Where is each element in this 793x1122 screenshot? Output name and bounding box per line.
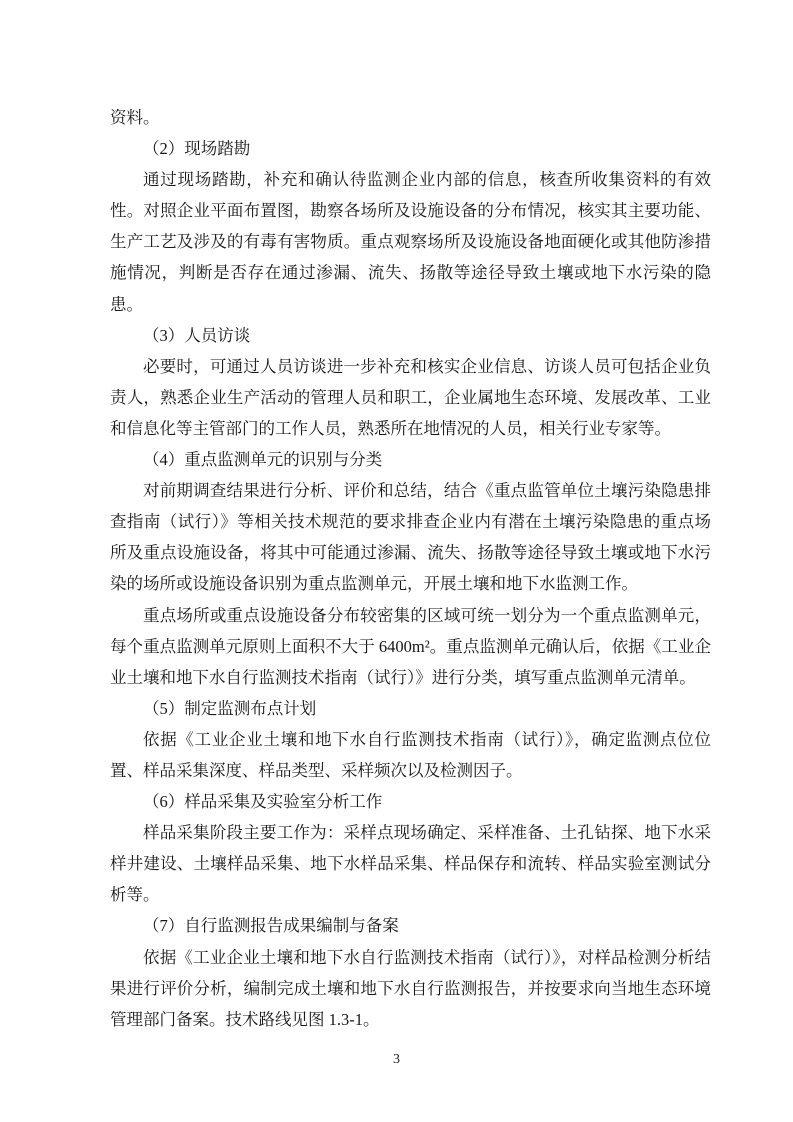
section-heading-4: （4）重点监测单元的识别与分类 [143, 450, 383, 470]
paragraph-continuation: 资料。 [110, 108, 160, 127]
paragraph: 通过现场踏勘，补充和确认待监测企业内部的信息，核查所收集资料的有效性。对照企业平面布置图，勘察各场所及设施设备的分布情况，核实其主要功能、生产工艺及涉及的有毒有害物质。重点观察场所及设施设备地面硬化或其他防渗措施情况，判断是否存在通过渗漏、流失、扬散等途径导致土壤或地下水污染的隐患。 [110, 170, 711, 314]
paragraph: 必要时，可通过人员访谈进一步补充和核实企业信息、访谈人员可包括企业负责人，熟悉企业生产活动的管理人员和职工，企业属地生态环境、发展改革、工业和信息化等主管部门的工作人员，熟悉所在地情况的人员，相关行业专家等。 [110, 356, 711, 438]
paragraph: 对前期调查结果进行分析、评价和总结，结合《重点监管单位土壤污染隐患排查指南（试行）》等相关技术规范的要求排查企业内有潜在土壤污染隐患的重点场所及重点设施设备，将其中可能通过渗漏、流失、扬散等途径导致土壤或地下水污染的场所或设施设备识别为重点监测单元，开展土壤和地下水监测工作。 [110, 481, 711, 594]
section-heading-2: （2）现场踏勘 [143, 139, 251, 159]
section-heading-6: （6）样品采集及实验室分析工作 [143, 792, 383, 812]
paragraph: 依据《工业企业土壤和地下水自行监测技术指南（试行）》，确定监测点位位置、样品采集深度、样品类型、采样频次以及检测因子。 [110, 729, 711, 780]
page-number: 3 [393, 1052, 400, 1067]
paragraph: 重点场所或重点设施设备分布较密集的区域可统一划分为一个重点监测单元，每个重点监测单元原则上面积不大于 6400m²。重点监测单元确认后，依据《工业企业土壤和地下水自行监测技术指南（试行）》进行分类，填写重点监测单元清单。 [110, 605, 711, 687]
paragraph: 样品采集阶段主要工作为：采样点现场确定、采样准备、土孔钻探、地下水采样井建设、土壤样品采集、地下水样品采集、样品保存和流转、样品实验室测试分析等。 [110, 823, 711, 905]
document-body [110, 102, 711, 1035]
section-heading-3: （3）人员访谈 [143, 325, 251, 345]
paragraph: 依据《工业企业土壤和地下水自行监测技术指南（试行）》，对样品检测分析结果进行评价分析，编制完成土壤和地下水自行监测报告，并按要求向当地生态环境管理部门备案。技术路线见图 1.3-1。 [110, 947, 711, 1029]
page-footer [0, 1050, 793, 1068]
section-heading-7: （7）自行监测报告成果编制与备案 [143, 916, 399, 936]
section-heading-5: （5）制定监测布点计划 [143, 698, 317, 718]
